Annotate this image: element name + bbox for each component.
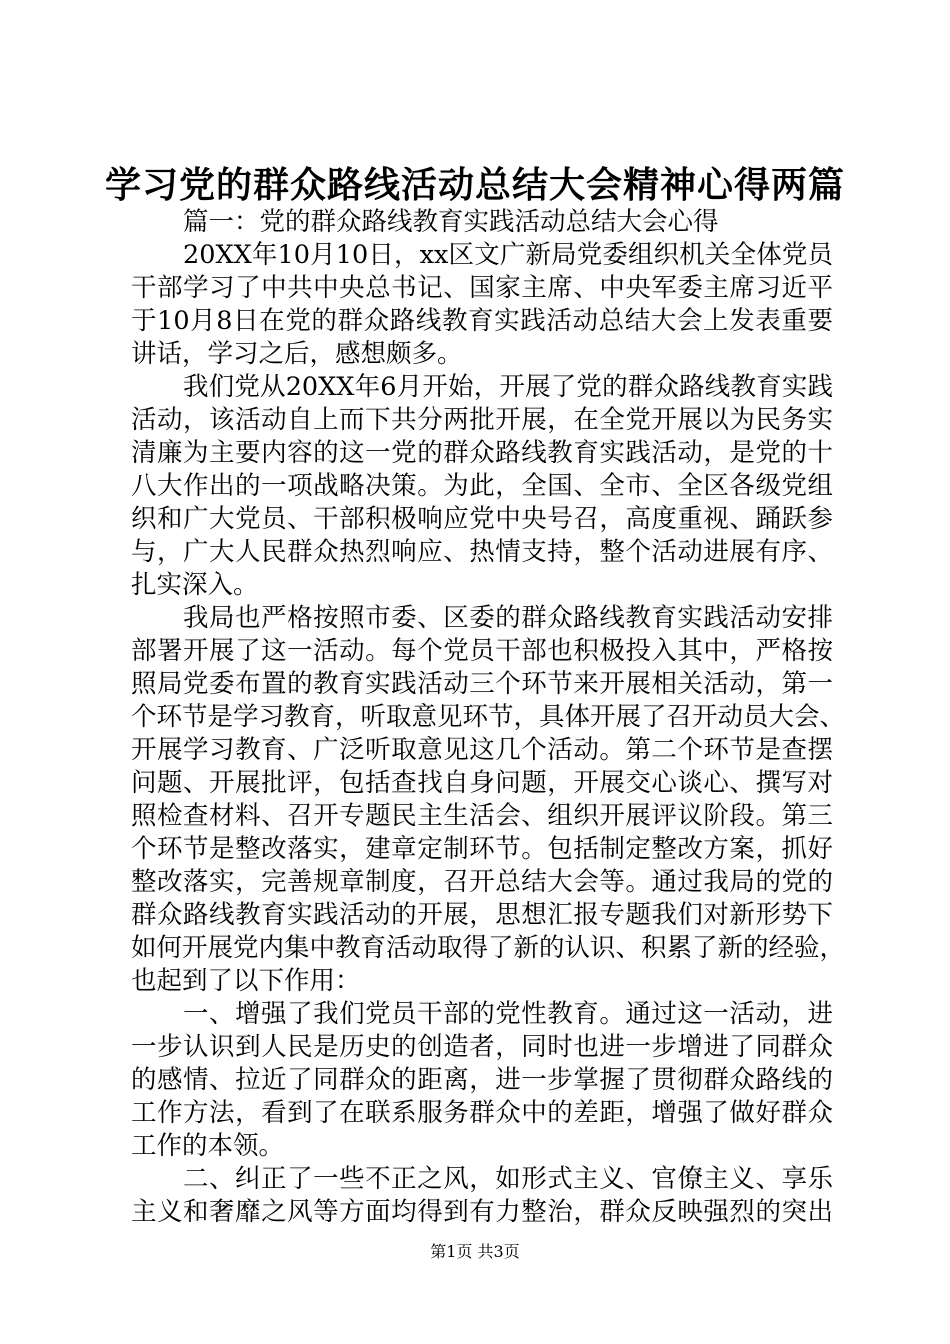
paragraph-line: 整改落实，完善规章制度，召开总结大会等。通过我局的党的	[131, 867, 833, 897]
paragraph-line: 如何开展党内集中教育活动取得了新的认识、积累了新的经验，	[131, 933, 846, 963]
paragraph-line: 工作的本领。	[131, 1131, 285, 1161]
section-heading: 篇一：党的群众路线教育实践活动总结大会心得	[183, 207, 719, 237]
paragraph-line: 于10月8日在党的群众路线教育实践活动总结大会上发表重要	[131, 306, 833, 336]
paragraph-line: 照检查材料、召开专题民主生活会、组织开展评议阶段。第三	[131, 801, 833, 831]
paragraph-line: 与，广大人民群众热烈响应、热情支持，整个活动进展有序、	[131, 537, 833, 567]
paragraph-line: 照局党委布置的教育实践活动三个环节来开展相关活动，第一	[131, 669, 833, 699]
paragraph-line: 清廉为主要内容的这一党的群众路线教育实践活动，是党的十	[131, 438, 833, 468]
paragraph-line: 织和广大党员、干部积极响应党中央号召，高度重视、踊跃参	[131, 504, 833, 534]
paragraph-line: 工作方法，看到了在联系服务群众中的差距，增强了做好群众	[131, 1098, 833, 1128]
paragraph-line: 20XX年10月10日，xx区文广新局党委组织机关全体党员	[183, 240, 833, 270]
paragraph-line: 部署开展了这一活动。每个党员干部也积极投入其中，严格按	[131, 636, 833, 666]
page-footer: 第1页 共3页	[430, 1242, 520, 1261]
paragraph-line: 八大作出的一项战略决策。为此，全国、全市、全区各级党组	[131, 471, 833, 501]
document-title: 学习党的群众路线活动总结大会精神心得两篇	[104, 164, 845, 206]
paragraph-line: 二、纠正了一些不正之风，如形式主义、官僚主义、享乐	[183, 1164, 833, 1194]
paragraph-line: 群众路线教育实践活动的开展，思想汇报专题我们对新形势下	[131, 900, 833, 930]
paragraph-line: 活动，该活动自上而下共分两批开展，在全党开展以为民务实	[131, 405, 833, 435]
paragraph-line: 扎实深入。	[131, 570, 259, 600]
paragraph-line: 讲话，学习之后，感想颇多。	[131, 339, 463, 369]
document-body	[131, 206, 846, 1229]
paragraph-line: 开展学习教育、广泛听取意见这几个活动。第二个环节是查摆	[131, 735, 833, 765]
paragraph-line: 个环节是整改落实，建章定制环节。包括制定整改方案，抓好	[131, 834, 833, 864]
paragraph-line: 我局也严格按照市委、区委的群众路线教育实践活动安排	[183, 603, 833, 633]
paragraph-line: 干部学习了中共中央总书记、国家主席、中央军委主席习近平	[131, 273, 833, 303]
paragraph-line: 一步认识到人民是历史的创造者，同时也进一步增进了同群众	[131, 1032, 833, 1062]
paragraph-line: 也起到了以下作用：	[131, 966, 361, 996]
paragraph-line: 的感情、拉近了同群众的距离，进一步掌握了贯彻群众路线的	[131, 1065, 833, 1095]
paragraph-line: 个环节是学习教育，听取意见环节，具体开展了召开动员大会、	[131, 702, 846, 732]
paragraph-line: 问题、开展批评，包括查找自身问题，开展交心谈心、撰写对	[131, 768, 833, 798]
paragraph-line: 我们党从20XX年6月开始，开展了党的群众路线教育实践	[183, 372, 833, 402]
paragraph-line: 主义和奢靡之风等方面均得到有力整治，群众反映强烈的突出	[131, 1197, 833, 1227]
paragraph-line: 一、增强了我们党员干部的党性教育。通过这一活动，进	[183, 999, 833, 1029]
